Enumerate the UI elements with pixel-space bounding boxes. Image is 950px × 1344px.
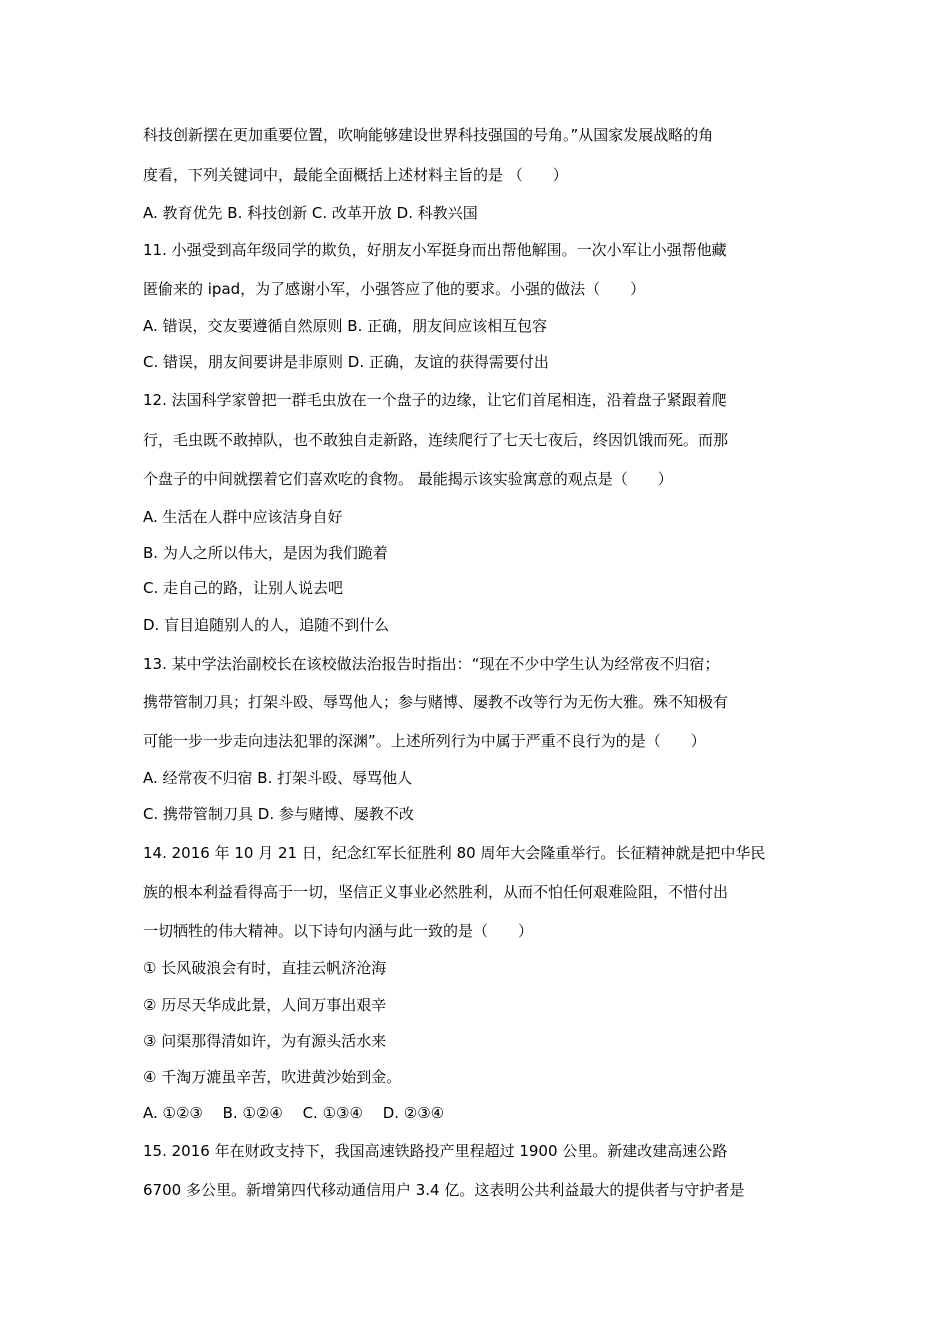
text-line: 6700 多公里。新增第四代移动通信用户 3.4 亿。这表明公共利益最大的提供者与守护者是	[143, 1181, 745, 1199]
text-line: 度看，下列关键词中，最能全面概括上述材料主旨的是 （ ）	[143, 166, 568, 184]
question-line: 13. 某中学法治副校长在该校做法治报告时指出：“现在不少中学生认为经常夜不归宿；	[143, 655, 720, 673]
question-line: 12. 法国科学家曾把一群毛虫放在一个盘子的边缘，让它们首尾相连，沿着盘子紧跟着爬	[143, 391, 727, 409]
option-line: B. 为人之所以伟大，是因为我们跪着	[143, 544, 388, 562]
option-line: A. 经常夜不归宿 B. 打架斗殴、辱骂他人	[143, 769, 413, 787]
text-line: 行，毛虫既不敢掉队，也不敢独自走新路，连续爬行了七天七夜后，终因饥饿而死。而那	[143, 431, 729, 449]
question-line: 15. 2016 年在财政支持下，我国高速铁路投产里程超过 1900 公里。新建改建高速公路	[143, 1142, 728, 1160]
text-line: 族的根本利益看得高于一切，坚信正义事业必然胜利，从而不怕任何艰难险阻，不惜付出	[143, 883, 729, 901]
statement-line: ③ 问渠那得清如许，为有源头活水来	[143, 1032, 387, 1050]
option-line: C. 错误，朋友间要讲是非原则 D. 正确，友谊的获得需要付出	[143, 353, 549, 371]
option-line: D. 盲目追随别人的人，追随不到什么	[143, 616, 390, 634]
option-line: A. 错误，交友要遵循自然原则 B. 正确，朋友间应该相互包容	[143, 317, 548, 335]
text-line: 一切牺牲的伟大精神。以下诗句内涵与此一致的是（ ）	[143, 922, 534, 940]
text-line: 个盘子的中间就摆着它们喜欢吃的食物。 最能揭示该实验寓意的观点是（ ）	[143, 470, 673, 488]
option-line: A. 教育优先 B. 科技创新 C. 改革开放 D. 科教兴国	[143, 204, 478, 222]
option-line: C. 携带管制刀具 D. 参与赌博、屡教不改	[143, 805, 414, 823]
option-line: A. ①②③ B. ①②④ C. ①③④ D. ②③④	[143, 1104, 445, 1122]
option-line: A. 生活在人群中应该洁身自好	[143, 508, 343, 526]
statement-line: ② 历尽天华成此景，人间万事出艰辛	[143, 996, 387, 1014]
text-line: 匿偷来的 ipad，为了感谢小军，小强答应了他的要求。小强的做法（ ）	[143, 280, 646, 298]
text-line: 科技创新摆在更加重要位置，吹响能够建设世界科技强国的号角。”从国家发展战略的角	[143, 126, 714, 144]
statement-line: ④ 千淘万漉虽辛苦，吹进黄沙始到金。	[143, 1068, 402, 1086]
text-line: 携带管制刀具；打架斗殴、辱骂他人；参与赌博、屡教不改等行为无伤大雅。殊不知极有	[143, 693, 729, 711]
option-line: C. 走自己的路，让别人说去吧	[143, 579, 344, 597]
text-line: 可能一步一步走向违法犯罪的深渊”。上述所列行为中属于严重不良行为的是（ ）	[143, 732, 706, 750]
statement-line: ① 长风破浪会有时，直挂云帆济沧海	[143, 959, 387, 977]
question-line: 14. 2016 年 10 月 21 日，纪念红军长征胜利 80 周年大会隆重举行。长征精神就是把中华民	[143, 844, 766, 862]
question-line: 11. 小强受到高年级同学的欺负，好朋友小军挺身而出帮他解围。一次小军让小强帮他藏	[143, 241, 727, 259]
